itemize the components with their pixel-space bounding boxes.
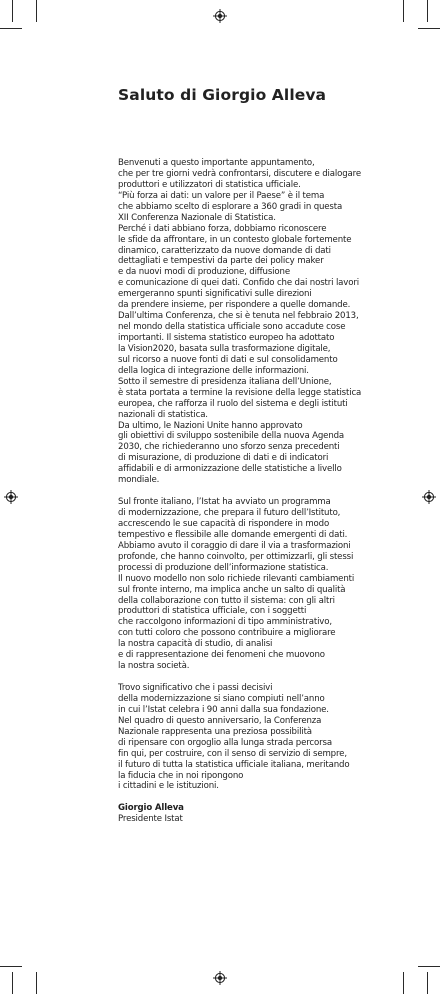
text-line: produttori e utilizzatori di statistica ufficiale. — [118, 179, 301, 190]
crop-mark-bottom-right-v2 — [427, 972, 428, 994]
text-line: fin qui, per costruire, con il senso di servizio di sempre, — [118, 748, 347, 759]
text-line: di ripensare con orgoglio alla lunga strada percorsa — [118, 737, 332, 748]
text-line: importanti. Il sistema statistico europeo ha adottato — [118, 333, 335, 343]
crop-mark-top-left-v2 — [36, 0, 37, 22]
paragraph-spacer — [118, 672, 418, 683]
text-line: gli obiettivi di sviluppo sostenibile della nuova Agenda — [118, 431, 345, 442]
text-line: la nostra società. — [118, 661, 190, 672]
text-line: profonde, che hanno coinvolto, per ottimizzarli, gli stessi — [118, 551, 354, 562]
page-title: Saluto di Giorgio Alleva — [118, 86, 327, 104]
text-line: Trovo significativo che i passi decisivi — [118, 683, 273, 693]
text-line: e da nuovi modi di produzione, diffusione — [118, 267, 290, 278]
text-line: di misurazione, di produzione di dati e di indicatori — [118, 453, 329, 464]
registration-mark-icon — [213, 971, 227, 985]
registration-mark-icon — [4, 490, 18, 504]
text-line: della collaborazione con tutto il sistema: con gli altri — [118, 595, 335, 606]
text-line: che raccolgono informazioni di tipo amministrativo, — [118, 617, 332, 628]
text-line: sul ricorso a nuove fonti di dati e sul consolidamento — [118, 354, 338, 365]
paragraph — [118, 158, 418, 486]
text-line: Nel quadro di questo anniversario, la Conferenza — [118, 715, 322, 726]
crop-mark-top-right-h — [418, 28, 440, 29]
text-line: dettagliati e tempestivi da parte dei policy maker — [118, 256, 324, 267]
text-line: che per tre giorni vedrà confrontarsi, discutere e dialogare — [118, 168, 361, 179]
text-line: Perché i dati abbiano forza, dobbiamo riconoscere — [118, 223, 327, 234]
text-line: “Più forza ai dati: un valore per il Paese” è il tema — [118, 190, 325, 201]
paragraph-spacer — [118, 792, 418, 803]
text-line: emergeranno spunti significativi sulle direzioni — [118, 289, 312, 300]
text-line: tempestivo e flessibile alle domande emergenti di dati. — [118, 529, 348, 540]
registration-mark-icon — [422, 490, 436, 504]
text-line: nel mondo della statistica ufficiale sono accadute cose — [118, 322, 346, 333]
signature-role: Presidente Istat — [118, 814, 183, 825]
text-line: Nazionale rappresenta una preziosa possibilità — [118, 726, 312, 737]
text-line: e comunicazione di quei dati. Confido che dai nostri lavori — [118, 278, 359, 289]
text-line: la Vision2020, basata sulla trasformazione digitale, — [118, 343, 331, 354]
text-line: della logica di integrazione delle informazioni. — [118, 365, 309, 376]
text-line: europea, che rafforza il ruolo del sistema e degli istituti — [118, 398, 348, 409]
text-line: Sul fronte italiano, l’Istat ha avviato un programma — [118, 497, 331, 508]
text-line: il futuro di tutta la statistica ufficiale italiana, meritando — [118, 759, 350, 770]
text-line: mondiale. — [118, 475, 160, 486]
text-line: con tutti coloro che possono contribuire a migliorare — [118, 628, 336, 639]
text-line: le sfide da affrontare, in un contesto globale fortemente — [118, 234, 352, 245]
text-line: nazionali di statistica. — [118, 409, 208, 420]
crop-mark-bottom-left-h — [0, 966, 22, 967]
crop-mark-bottom-left-v1 — [12, 972, 13, 994]
text-line: processi di produzione dell’informazione statistica. — [118, 562, 329, 573]
text-line: sul fronte interno, ma implica anche un salto di qualità — [118, 584, 346, 595]
text-line: da prendere insieme, per rispondere a quelle domande. — [118, 300, 351, 311]
crop-mark-top-left-v1 — [12, 0, 13, 22]
text-line: la fiducia che in noi ripongono — [118, 770, 244, 781]
text-line: che abbiamo scelto di esplorare a 360 gradi in questa — [118, 201, 343, 212]
text-line: Il nuovo modello non solo richiede rilevanti cambiamenti — [118, 573, 355, 584]
text-line: della modernizzazione si siano compiuti nell’anno — [118, 693, 325, 704]
text-line: la nostra capacità di studio, di analisi — [118, 639, 273, 650]
crop-mark-bottom-left-v2 — [36, 972, 37, 994]
text-line: Dall’ultima Conferenza, che si è tenuta nel febbraio 2013, — [118, 311, 359, 322]
text-line: in cui l’Istat celebra i 90 anni dalla sua fondazione. — [118, 704, 329, 715]
text-line: Abbiamo avuto il coraggio di dare il via a trasformazioni — [118, 540, 351, 551]
text-line: è stata portata a termine la revisione della legge statistica — [118, 387, 362, 398]
text-line: produttori di statistica ufficiale, con i soggetti — [118, 606, 307, 617]
crop-mark-top-left-h — [0, 28, 22, 29]
paragraph — [118, 683, 418, 792]
paragraph — [118, 497, 418, 672]
text-line: e di rappresentazione dei fenomeni che muovono — [118, 650, 325, 661]
text-line: XII Conferenza Nazionale di Statistica. — [118, 212, 276, 223]
text-line: accrescendo le sue capacità di rispondere in modo — [118, 518, 330, 529]
text-line: Da ultimo, le Nazioni Unite hanno approvato — [118, 420, 303, 431]
text-line: di modernizzazione, che prepara il futuro dell’Istituto, — [118, 508, 341, 518]
signature-name: Giorgio Alleva — [118, 803, 184, 814]
text-line: Benvenuti a questo importante appuntamento, — [118, 158, 315, 168]
crop-mark-top-right-v2 — [427, 0, 428, 22]
text-line: dinamico, caratterizzato da nuove domande di dati — [118, 245, 331, 256]
letter-body — [118, 158, 418, 825]
text-line: 2030, che richiederanno uno sforzo senza precedenti — [118, 442, 340, 453]
text-line: i cittadini e le istituzioni. — [118, 781, 219, 792]
registration-mark-icon — [213, 9, 227, 23]
paragraph-spacer — [118, 486, 418, 497]
text-line: affidabili e di armonizzazione delle statistiche a livello — [118, 464, 342, 475]
crop-mark-bottom-right-v1 — [403, 972, 404, 994]
crop-mark-top-right-v1 — [403, 0, 404, 22]
text-line: Sotto il semestre di presidenza italiana dell’Unione, — [118, 376, 332, 387]
crop-mark-bottom-right-h — [418, 966, 440, 967]
